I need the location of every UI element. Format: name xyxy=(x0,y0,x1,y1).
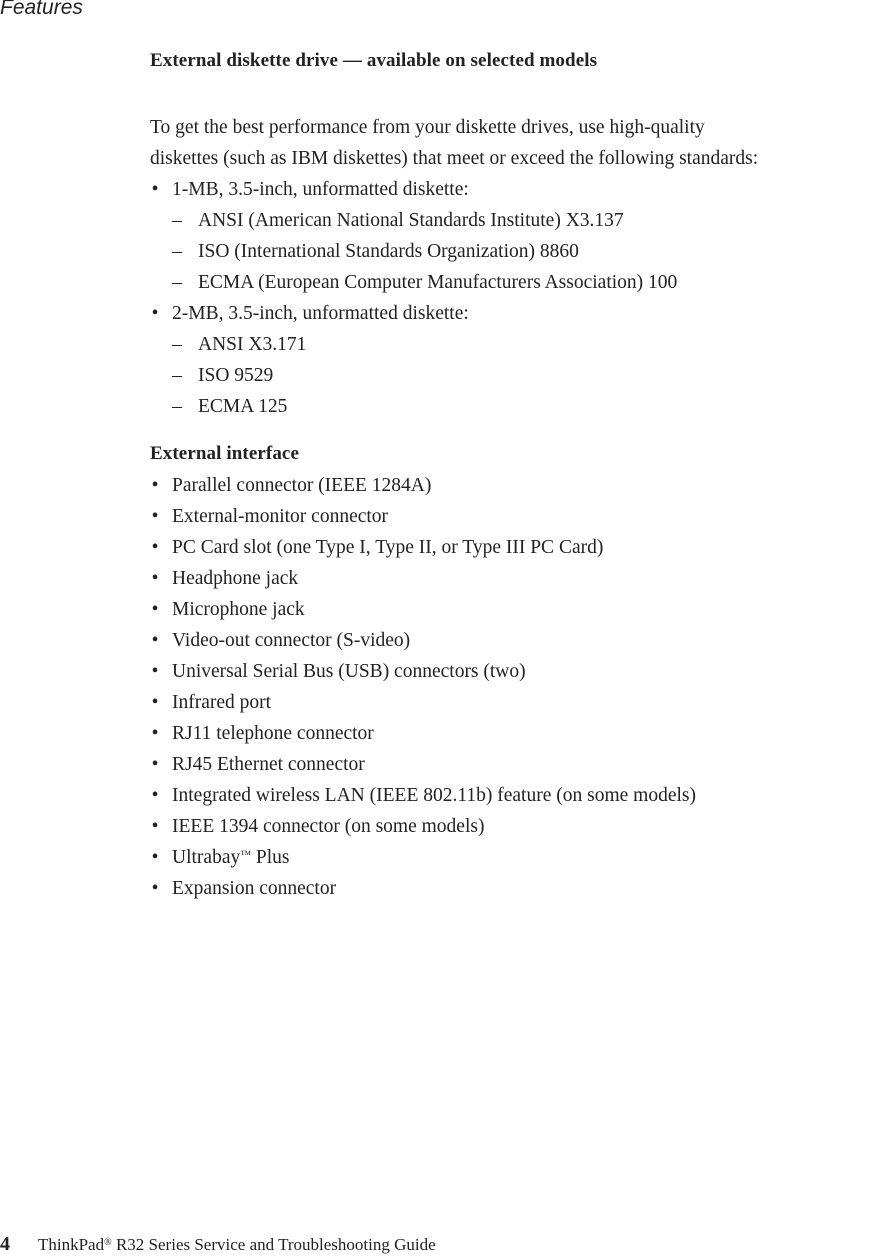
interface-item-text: Universal Serial Bus (USB) connectors (two) xyxy=(172,661,526,682)
diskette-2mb-standards xyxy=(150,329,878,422)
bullet-marker: • xyxy=(151,537,159,558)
list-item xyxy=(150,174,878,205)
standard-text: ECMA (European Computer Manufacturers Association) 100 xyxy=(198,272,678,293)
bullet-marker: • xyxy=(151,599,159,620)
interface-item-text: Infrared port xyxy=(172,692,272,713)
diskette-type-label: 2-MB, 3.5-inch, unformatted diskette: xyxy=(172,303,469,324)
dash-marker: – xyxy=(172,272,182,293)
dash-marker: – xyxy=(172,334,182,355)
bullet-marker: • xyxy=(151,878,159,899)
dash-marker: – xyxy=(172,241,182,262)
list-item xyxy=(150,656,878,687)
standard-text: ECMA 125 xyxy=(198,396,288,417)
interface-item-text: External-monitor connector xyxy=(172,506,389,527)
dash-marker: – xyxy=(172,365,182,386)
list-item xyxy=(150,718,878,749)
standard-text: ISO (International Standards Organization) 8860 xyxy=(198,241,579,262)
list-item xyxy=(150,267,878,298)
interface-item-text: Headphone jack xyxy=(172,568,299,589)
bullet-marker: • xyxy=(151,568,159,589)
bullet-marker: • xyxy=(151,630,159,651)
list-item xyxy=(150,749,878,780)
list-item xyxy=(150,625,878,656)
bullet-marker: • xyxy=(151,661,159,682)
diskette-intro-line-1: To get the best performance from your diskette drives, use high-quality xyxy=(150,117,705,138)
diskette-drive-heading: External diskette drive — available on selected models xyxy=(150,50,598,71)
interface-item-text: IEEE 1394 connector (on some models) xyxy=(172,816,485,837)
interface-item-text: Video-out connector (S-video) xyxy=(172,630,411,651)
page-number: 4 xyxy=(0,1233,10,1255)
list-item xyxy=(150,594,878,625)
bullet-marker: • xyxy=(151,475,159,496)
bullet-marker: • xyxy=(151,179,159,200)
registered-mark: ® xyxy=(104,1237,112,1248)
standard-text: ANSI (American National Standards Institute) X3.137 xyxy=(198,210,624,231)
list-item xyxy=(150,811,878,842)
page-content xyxy=(150,48,878,904)
bullet-marker: • xyxy=(151,754,159,775)
dash-marker: – xyxy=(172,396,182,417)
list-item xyxy=(150,470,878,501)
list-item xyxy=(150,532,878,563)
standard-text: ISO 9529 xyxy=(198,365,274,386)
interface-item-text: Expansion connector xyxy=(172,878,337,899)
bullet-marker: • xyxy=(151,303,159,324)
list-item xyxy=(150,391,878,422)
list-item xyxy=(150,780,878,811)
list-item xyxy=(150,873,878,904)
list-item xyxy=(150,501,878,532)
interface-item-text: Microphone jack xyxy=(172,599,305,620)
page-footer xyxy=(0,1232,436,1257)
bullet-marker: • xyxy=(151,692,159,713)
diskette-intro-line-2: diskettes (such as IBM diskettes) that meet or exceed the following standards: xyxy=(150,148,759,169)
list-item xyxy=(150,236,878,267)
list-item xyxy=(150,205,878,236)
bullet-marker: • xyxy=(151,723,159,744)
bullet-marker: • xyxy=(151,816,159,837)
bullet-marker: • xyxy=(151,785,159,806)
list-item xyxy=(150,842,878,873)
interface-item-text: Parallel connector (IEEE 1284A) xyxy=(172,475,432,496)
list-item xyxy=(150,563,878,594)
external-interface-list xyxy=(150,470,878,904)
trademark-mark: ™ xyxy=(240,849,252,861)
diskette-1mb-standards xyxy=(150,205,878,298)
diskette-standards-list xyxy=(150,174,878,205)
dash-marker: – xyxy=(172,210,182,231)
list-item xyxy=(150,298,878,329)
interface-item-text: RJ11 telephone connector xyxy=(172,723,374,744)
footer-title: R32 Series Service and Troubleshooting Guide xyxy=(111,1235,436,1254)
bullet-marker: • xyxy=(151,506,159,527)
bullet-marker: • xyxy=(151,847,159,868)
list-item xyxy=(150,360,878,391)
list-item xyxy=(150,329,878,360)
footer-product: ThinkPad xyxy=(38,1235,105,1254)
interface-item-text: PC Card slot (one Type I, Type II, or Type III PC Card) xyxy=(172,537,604,558)
list-item xyxy=(150,687,878,718)
ultrabay-name: Ultrabay xyxy=(172,847,241,868)
running-head: Features xyxy=(0,0,83,19)
standard-text: ANSI X3.171 xyxy=(198,334,307,355)
interface-item-text: RJ45 Ethernet connector xyxy=(172,754,365,775)
external-interface-heading: External interface xyxy=(150,443,299,464)
diskette-type-label: 1-MB, 3.5-inch, unformatted diskette: xyxy=(172,179,469,200)
diskette-standards-list-2 xyxy=(150,298,878,329)
interface-item-text: Integrated wireless LAN (IEEE 802.11b) feature (on some models) xyxy=(172,785,696,806)
ultrabay-suffix: Plus xyxy=(251,847,290,868)
